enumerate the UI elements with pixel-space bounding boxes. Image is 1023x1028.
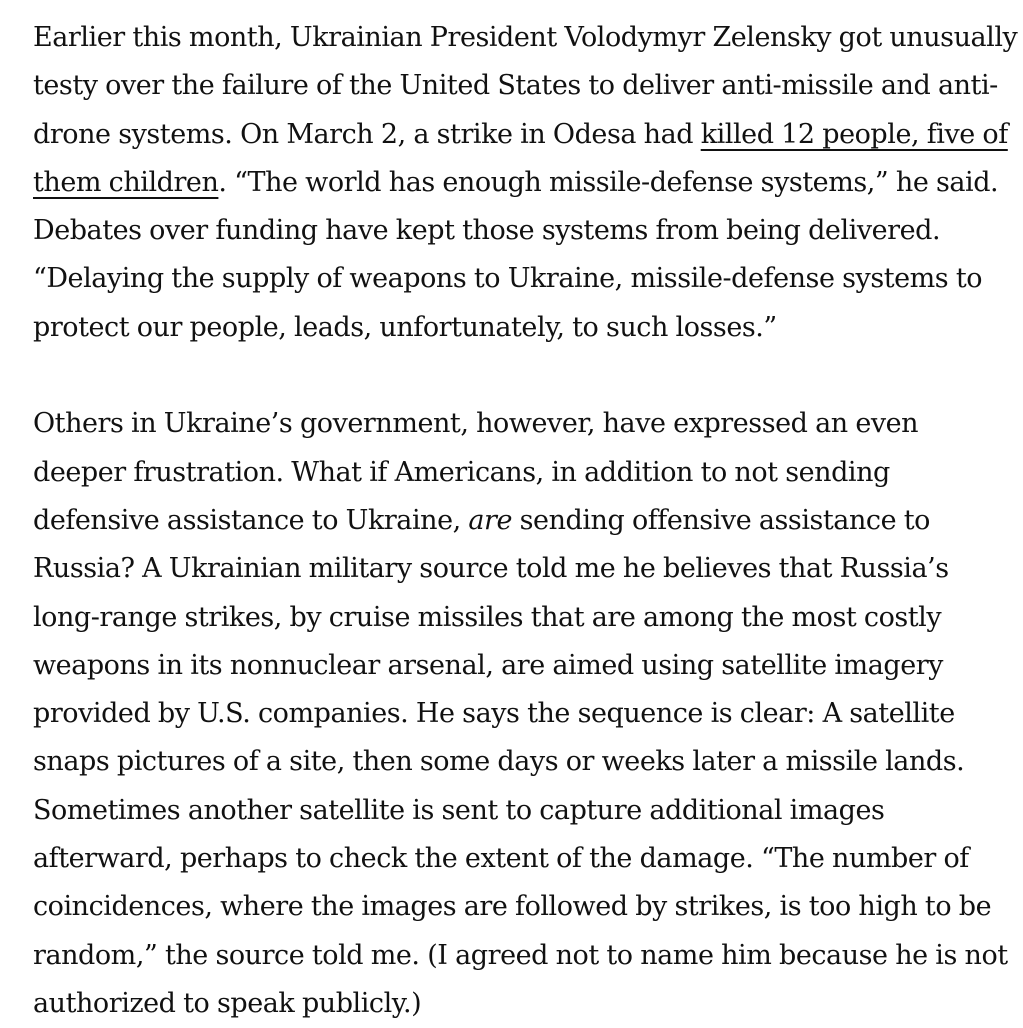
paragraph-1-text-start: Earlier this month, Ukrainian President Volodymyr Zelensky got unusually testy over the failure of the United States to deliver anti-missile and anti-drone systems. On March 2, a strike in Odesa had: [33, 22, 1018, 150]
emphasis-are: are: [468, 504, 513, 536]
article-body: [33, 14, 1018, 1028]
killed-12-people-link[interactable]: killed 12 people, five of them children: [33, 118, 1008, 198]
paragraph-1: [33, 14, 1018, 352]
paragraph-1-text-end: . “The world has enough missile-defense systems,” he said. Debates over funding have kept those systems from being delivered. “Delaying the supply of weapons to Ukraine, missile-defense systems to protect our people, leads, unfortunately, to such losses.”: [33, 166, 999, 343]
paragraph-2-text-start: Others in Ukraine’s government, however, have expressed an even deeper frustration. What if Americans, in addition to not sending defensive assistance to Ukraine,: [33, 408, 919, 536]
paragraph-2: [33, 400, 1018, 1028]
paragraph-2-text-end: sending offensive assistance to Russia? A Ukrainian military source told me he believes that Russia’s long-range strikes, by cruise missiles that are among the most costly weapons in its nonnuclear arsenal, are aimed using satellite imagery provided by U.S. companies. He says the sequence is clear: A satellite snaps pictures of a site, then some days or weeks later a missile lands. Sometimes another satellite is sent to capture additional images afterward, perhaps to check the extent of the damage. “The number of coincidences, where the images are followed by strikes, is too high to be random,” the source told me. (I agreed not to name him because he is not authorized to speak publicly.): [33, 504, 1008, 1019]
